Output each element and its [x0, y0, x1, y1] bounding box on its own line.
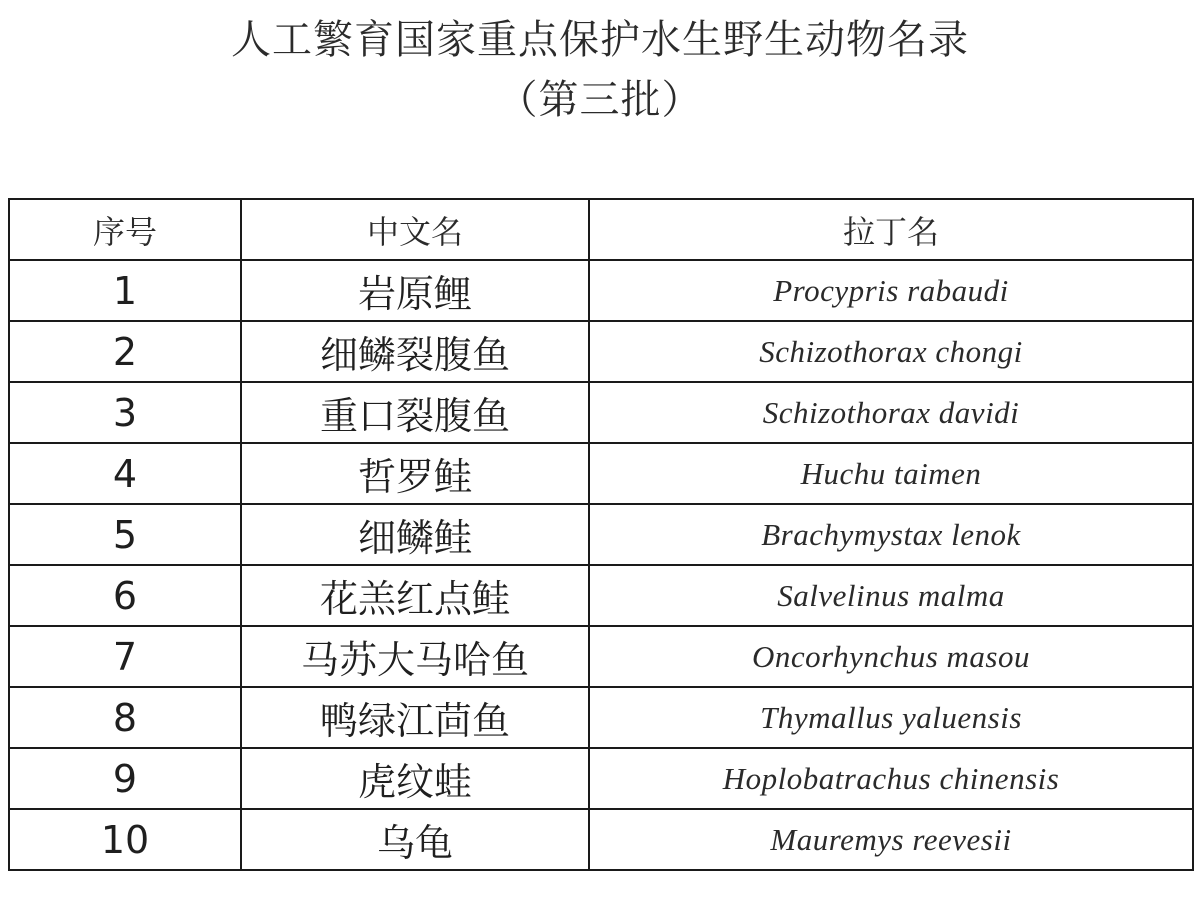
row-chinese-name: 细鳞鲑 — [241, 504, 589, 565]
header-latin-name: 拉丁名 — [589, 199, 1193, 260]
row-chinese-name: 哲罗鲑 — [241, 443, 589, 504]
row-chinese-name: 岩原鲤 — [241, 260, 589, 321]
row-chinese-name: 虎纹蛙 — [241, 748, 589, 809]
page-title — [0, 10, 1200, 130]
row-latin-name: Procypris rabaudi — [589, 260, 1193, 321]
row-num: 3 — [9, 382, 241, 443]
row-num: 10 — [9, 809, 241, 870]
table-row — [9, 748, 1193, 809]
row-chinese-name: 马苏大马哈鱼 — [241, 626, 589, 687]
table-row — [9, 321, 1193, 382]
header-chinese-name: 中文名 — [241, 199, 589, 260]
title-main: 人工繁育国家重点保护水生野生动物名录 — [231, 17, 969, 63]
table-row — [9, 382, 1193, 443]
row-latin-name: Huchu taimen — [589, 443, 1193, 504]
row-latin-name: Thymallus yaluensis — [589, 687, 1193, 748]
title-subtitle: （第三批） — [497, 77, 703, 123]
row-chinese-name: 乌龟 — [241, 809, 589, 870]
species-table — [8, 198, 1194, 871]
row-num: 6 — [9, 565, 241, 626]
table-row — [9, 504, 1193, 565]
row-latin-name: Hoplobatrachus chinensis — [589, 748, 1193, 809]
row-chinese-name: 细鳞裂腹鱼 — [241, 321, 589, 382]
header-num: 序号 — [9, 199, 241, 260]
row-latin-name: Mauremys reevesii — [589, 809, 1193, 870]
table-row — [9, 687, 1193, 748]
row-latin-name: Oncorhynchus masou — [589, 626, 1193, 687]
row-latin-name: Salvelinus malma — [589, 565, 1193, 626]
table-row — [9, 809, 1193, 870]
row-chinese-name: 鸭绿江茴鱼 — [241, 687, 589, 748]
row-num: 5 — [9, 504, 241, 565]
row-num: 1 — [9, 260, 241, 321]
row-num: 2 — [9, 321, 241, 382]
row-chinese-name: 花羔红点鲑 — [241, 565, 589, 626]
row-num: 8 — [9, 687, 241, 748]
row-num: 9 — [9, 748, 241, 809]
table-row — [9, 565, 1193, 626]
row-num: 7 — [9, 626, 241, 687]
table-body — [9, 260, 1193, 870]
row-chinese-name: 重口裂腹鱼 — [241, 382, 589, 443]
row-latin-name: Brachymystax lenok — [589, 504, 1193, 565]
table-row — [9, 443, 1193, 504]
table-header-row — [9, 199, 1193, 260]
row-num: 4 — [9, 443, 241, 504]
row-latin-name: Schizothorax davidi — [589, 382, 1193, 443]
table-row — [9, 626, 1193, 687]
table-row — [9, 260, 1193, 321]
row-latin-name: Schizothorax chongi — [589, 321, 1193, 382]
